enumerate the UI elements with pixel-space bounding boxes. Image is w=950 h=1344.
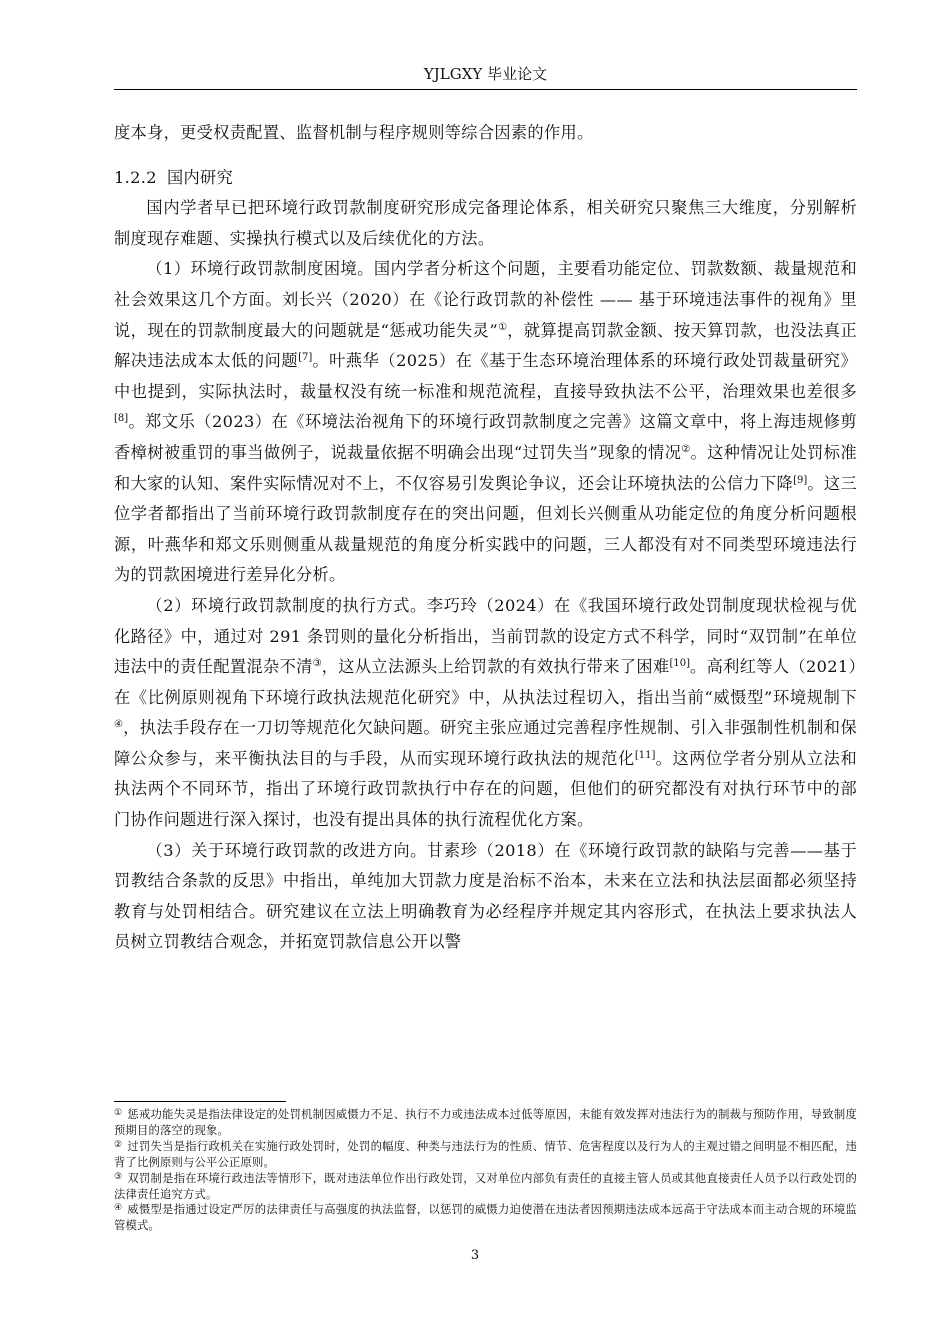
section-heading [114,163,857,194]
text-run: 。这两位学者分别从立法和执法两个不同环节，指出了环境行政罚款执行中存在的问题，但他们的研究都没有对执行环节中的部门协作问题进行深入探讨，也没有提出具体的执行流程优化方案。 [114,748,857,830]
main-text [114,118,857,958]
text-run: ，就算提高罚款金额、按天算罚款，也没法真正解决违法成本太低的问题 [114,320,857,371]
citation-ref-7: [7] [298,352,313,364]
footnote-ref-2: ② [681,443,691,455]
page-number: 3 [470,1248,480,1263]
text-run: 。这三位学者都指出了当前环境行政罚款制度存在的突出问题，但刘长兴侧重从功能定位的角度分析问题根源，叶燕华和郑文乐则侧重从裁量规范的角度分析实践中的问题，三人都没有对不同类型环境违法行为的罚款困境进行差异化分析。 [114,473,857,585]
text-run: 。这种情况让处罚标准和大家的认知、案件实际情况对不上，不仅容易引发舆论争议，还会让环境执法的公信力下降 [114,442,857,493]
citation-ref-8: [8] [114,413,129,425]
footnote-3 [114,1171,857,1203]
text-run: ，执法手段存在一刀切等规范化欠缺问题。研究主张应通过完善程序性规制、引入非强制性机制和保障公众参与，来平衡执法目的与手段，从而实现环境行政执法的规范化 [114,718,858,768]
text-run: 。郑文乐（2023）在《环境法治视角下的环境行政罚款制度之完善》这篇文章中，将上海违规修剪香樟树被重罚的事当做例子，说裁量依据不明确会出现“过罚失当”现象的情况 [114,412,857,462]
footnote-text: 双罚制是指在环境行政违法等情形下，既对违法单位作出行政处罚，又对单位内部负有责任的直接主管人员或其他直接责任人员予以行政处罚的法律责任追究方式。 [114,1171,857,1201]
footnote-2 [114,1139,857,1171]
footnote-text: 威慑型是指通过设定严厉的法律责任与高强度的执法监督，以惩罚的威慑力迫使潜在违法者因预期违法成本远高于守法成本而主动合规的环境监管模式。 [114,1203,857,1233]
footnote-text: 惩戒功能失灵是指法律设定的处罚机制因威慑力不足、执行不力或违法成本过低等原因，未能有效发挥对违法行为的制裁与预防作用，导致制度预期目的落空的现象。 [114,1108,857,1137]
footnote-mark: ④ [114,1203,123,1214]
paragraph-dilemma [114,254,857,591]
section-number: 1.2.2 [114,167,157,187]
paragraph-execution [114,591,857,836]
footnote-divider [114,1101,286,1102]
continuation-paragraph: 度本身，更受权责配置、监督机制与程序规则等综合因素的作用。 [114,123,594,142]
footnote-ref-3: ③ [312,658,322,670]
paragraph-improvement: （3）关于环境行政罚款的改进方向。甘素珍（2018）在《环境行政罚款的缺陷与完善——基于罚教结合条款的反思》中指出，单纯加大罚款力度是治标不治本，未来在立法和执法层面都必须坚持教育与处罚相结合。研究建议在立法上明确教育为必经程序并规定其内容形式，在执法上要求执法人员树立罚教结合观念，并拓宽罚款信息公开以警 [114,840,857,952]
footnotes [114,1107,857,1234]
footnote-mark: ② [114,1139,123,1150]
citation-ref-9: [9] [793,474,808,486]
footnote-ref-1: ① [497,321,508,333]
header-divider [114,89,857,90]
page-header: YJLGXY 毕业论文 [423,65,548,83]
citation-ref-11: [11] [634,749,656,761]
section-title: 国内研究 [166,167,234,187]
citation-ref-10: [10] [669,658,691,670]
text-run: （2）环境行政罚款制度的执行方式。李巧玲（2024）在《我国环境行政处罚制度现状检视与优化路径》中，通过对 291 条罚则的量化分析指出，当前罚款的设定方式不科学，同时“双罚制”在单位违法中的责任配置混杂不清 [114,595,857,677]
footnote-1 [114,1107,857,1139]
footnote-mark: ③ [114,1171,123,1182]
text-run: 。叶燕华（2025）在《基于生态环境治理体系的环境行政处罚裁量研究》中也提到，实际执法时，裁量权没有统一标准和规范流程，直接导致执法不公平，治理效果也差很多 [114,351,857,401]
intro-paragraph: 国内学者早已把环境行政罚款制度研究形成完备理论体系，相关研究只聚焦三大维度，分别解析制度现存难题、实操执行模式以及后续优化的方法。 [114,198,857,248]
text-run: ，这从立法源头上给罚款的有效执行带来了困难 [321,657,670,677]
footnote-mark: ① [114,1108,123,1118]
footnote-ref-4: ④ [114,719,124,731]
footnote-4 [114,1202,857,1234]
text-run: （1）环境行政罚款制度困境。国内学者分析这个问题，主要看功能定位、罚款数额、裁量规范和社会效果这几个方面。刘长兴（2020）在《论行政罚款的补偿性 —— 基于环境违法事件的视角》里说，现在的罚款制度最大的问题就是“惩戒功能失灵” [114,259,857,340]
text-run: 。高利红等人（2021）在《比例原则视角下环境行政执法规范化研究》中，从执法过程切入，指出当前“威慑型”环境规制下 [114,657,858,707]
footnote-text: 过罚失当是指行政机关在实施行政处罚时，处罚的幅度、种类与违法行为的性质、情节、危害程度以及行为人的主观过错之间明显不相匹配，违背了比例原则与公平公正原则。 [114,1139,857,1169]
